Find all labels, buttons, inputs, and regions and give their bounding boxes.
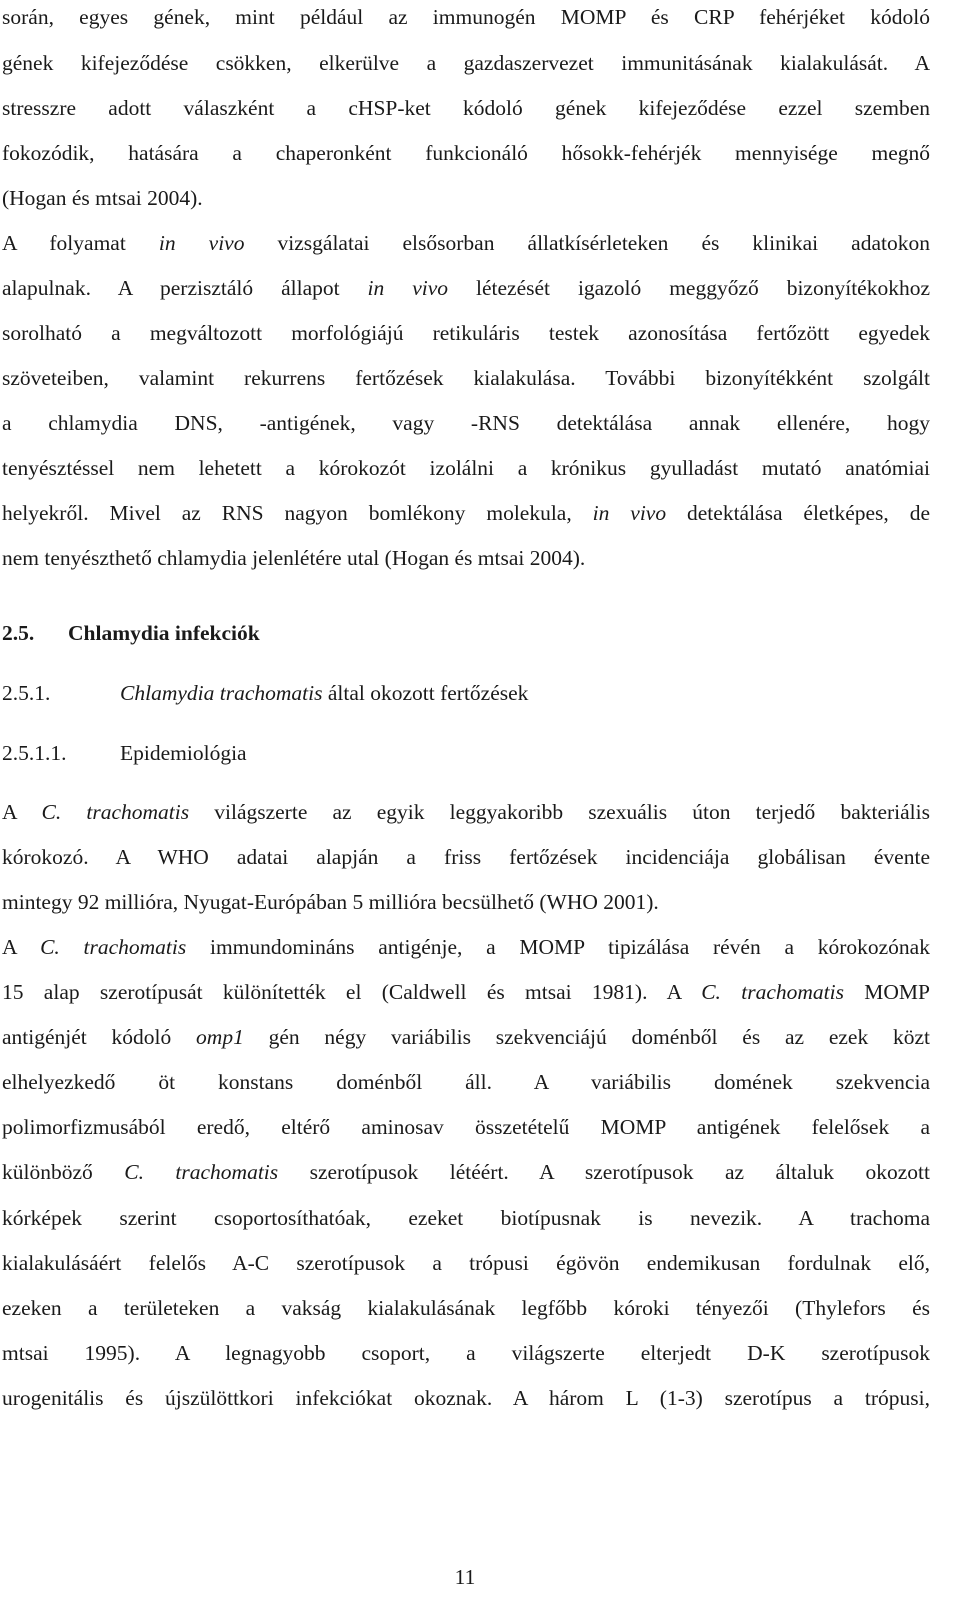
text-run: detektálása életképes, de [666, 501, 930, 525]
page-number: 11 [454, 1565, 476, 1589]
text-line [2, 48, 930, 78]
text-run: helyekről. Mivel az RNS nagyon bomlékony molekula, [2, 501, 593, 525]
text-line [2, 273, 930, 303]
text-run: létezését igazoló meggyőző bizonyítékokhoz [448, 276, 930, 300]
italic-run: omp1 [196, 1025, 244, 1049]
text-run: A [2, 935, 41, 959]
text-line [2, 887, 930, 917]
text-line [2, 453, 930, 483]
text-run: szöveteiben, valamint rekurrens fertőzések kialakulása. További bizonyítékként szolgált [2, 366, 930, 390]
text-run: szerotípusok létéért. A szerotípusok az általuk okozott [278, 1160, 930, 1184]
text-line [2, 408, 930, 438]
text-run: elhelyezkedő öt konstans doménből áll. A variábilis domének szekvencia [2, 1070, 930, 1094]
text-run: stresszre adott válaszként a cHSP-ket kódoló gének kifejeződése ezzel szemben [2, 96, 930, 120]
text-run: sorolható a megváltozott morfológiájú retikuláris testek azonosítása fertőzött egyedek [2, 321, 930, 345]
text-run: kialakulásáért felelős A-C szerotípusok a trópusi égövön endemikusan fordulnak elő, [2, 1251, 930, 1275]
text-line [2, 1248, 930, 1278]
heading-number: 2.5. [2, 621, 35, 645]
text-run: A folyamat [2, 231, 159, 255]
text-run: által okozott fertőzések [322, 681, 529, 705]
text-line [2, 318, 930, 348]
text-line [2, 2, 930, 32]
text-run: gén négy variábilis szekvenciájú doménből és az ezek közt [243, 1025, 931, 1049]
text-run: Chlamydia infekciók [68, 621, 260, 645]
text-line [2, 498, 930, 528]
text-run: 15 alap szerotípusát különítették el (Caldwell és mtsai 1981). A [2, 980, 702, 1004]
text-line [2, 1067, 930, 1097]
heading-title [120, 738, 247, 768]
heading-title [68, 618, 260, 648]
text-line [2, 1293, 930, 1323]
text-run: MOMP [843, 980, 930, 1004]
text-line [2, 183, 930, 213]
text-run: mintegy 92 millióra, Nyugat-Európában 5 millióra becsülhető (WHO 2001). [2, 890, 659, 914]
text-run: immundomináns antigénje, a MOMP tipizálása révén a kórokozónak [186, 935, 930, 959]
text-line [2, 797, 930, 827]
text-line [2, 842, 930, 872]
text-line [2, 932, 930, 962]
text-line [2, 1338, 930, 1368]
heading-number: 2.5.1.1. [2, 741, 67, 765]
text-run: kórokozó. A WHO adatai alapján a friss fertőzések incidenciája globálisan évente [2, 845, 930, 869]
text-line [2, 1383, 930, 1413]
text-run: tenyésztéssel nem lehetett a kórokozót izolálni a krónikus gyulladást mutató anatómiai [2, 456, 930, 480]
text-run: nem tenyészthető chlamydia jelenlétére utal (Hogan és mtsai 2004). [2, 546, 586, 570]
text-run: különböző [2, 1160, 125, 1184]
text-run: Epidemiológia [120, 741, 247, 765]
text-run: antigénjét kódoló [2, 1025, 197, 1049]
text-run: gének kifejeződése csökken, elkerülve a gazdaszervezet immunitásának kialakulását. A [2, 51, 930, 75]
text-run: a chlamydia DNS, -antigének, vagy -RNS detektálása annak ellenére, hogy [2, 411, 930, 435]
text-run: fokozódik, hatására a chaperonként funkcionáló hősokk-fehérjék mennyisége megnő [2, 141, 930, 165]
text-run: alapulnak. A perzisztáló állapot [2, 276, 368, 300]
text-line [2, 1157, 930, 1187]
heading-number: 2.5.1. [2, 681, 51, 705]
text-run: (Hogan és mtsai 2004). [2, 186, 203, 210]
text-line [2, 1203, 930, 1233]
text-line [2, 228, 930, 258]
text-line [2, 138, 930, 168]
italic-run: in vivo [367, 276, 449, 300]
italic-run: in vivo [592, 501, 667, 525]
text-run: A [2, 800, 42, 824]
text-run: világszerte az egyik leggyakoribb szexuális úton terjedő bakteriális [189, 800, 930, 824]
text-run: során, egyes gének, mint például az immunogén MOMP és CRP fehérjéket kódoló [2, 5, 930, 29]
text-run: kórképek szerint csoportosíthatóak, ezeket biotípusnak is nevezik. A trachoma [2, 1206, 930, 1230]
text-line [2, 977, 930, 1007]
heading-title [120, 678, 528, 708]
text-line [2, 543, 930, 573]
text-line [2, 93, 930, 123]
italic-run: C. trachomatis [40, 935, 187, 959]
italic-run: C. trachomatis [124, 1160, 279, 1184]
text-line [2, 363, 930, 393]
italic-run: in vivo [158, 231, 245, 255]
italic-run: C. trachomatis [41, 800, 190, 824]
italic-run: Chlamydia trachomatis [120, 681, 323, 705]
italic-run: C. trachomatis [701, 980, 844, 1004]
text-line [2, 1112, 930, 1142]
text-run: polimorfizmusából eredő, eltérő aminosav összetételű MOMP antigének felelősek a [2, 1115, 930, 1139]
text-line [2, 1022, 930, 1052]
text-run: ezeken a területeken a vakság kialakulásának legfőbb kóroki tényezői (Thylefors és [2, 1296, 930, 1320]
text-run: urogenitális és újszülöttkori infekciókat okoznak. A három L (1-3) szerotípus a trópusi, [2, 1386, 930, 1410]
text-run: vizsgálatai elsősorban állatkísérleteken és klinikai adatokon [244, 231, 930, 255]
text-run: mtsai 1995). A legnagyobb csoport, a világszerte elterjedt D-K szerotípusok [2, 1341, 930, 1365]
